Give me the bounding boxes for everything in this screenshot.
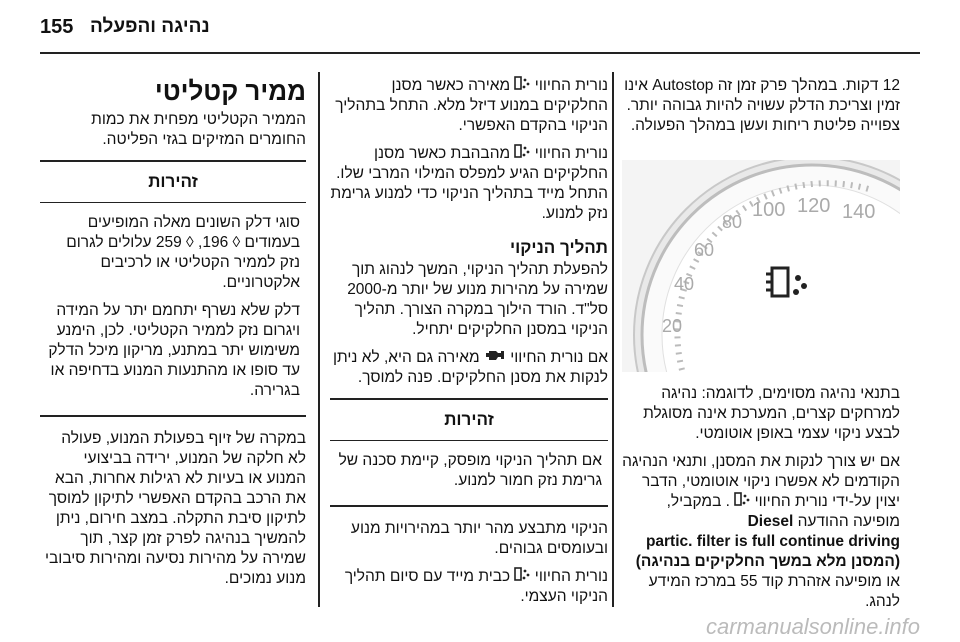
paragraph: הניקוי מתבצע מהר יותר במהירויות מנוע ובעומסים גבוהים. — [350, 520, 608, 558]
column-divider — [612, 72, 614, 607]
diesel-filter-icon — [734, 492, 750, 512]
section-heading: ממיר קטליטי — [154, 76, 306, 106]
engine-check-icon — [484, 348, 506, 368]
header-divider — [40, 52, 920, 54]
gauge-label: 120 — [797, 195, 831, 217]
paragraph: הממיר הקטליטי מפחית את כמות החומרים המזיקים בגזי הפליטה. — [91, 111, 306, 148]
paragraph: להפעלת תהליך הניקוי, המשך לנהוג תוך שמירה על מהירות מנוע של יותר מ-2000 סל"ד. הורד הילוך במקרה הצורך. תהליך הניקוי במסנן החלקיקים יתחיל. — [347, 261, 608, 339]
paragraph: נורית החיווי מהבהבת כאשר מסנן החלקיקים הגיע למפלס המילוי המרבי שלו. התחל מייד בתהליך הניקוי כדי למנוע גרימת נזק למנוע. — [330, 145, 608, 223]
paragraph: בתנאי נהיגה מסוימים, לדוגמה: נהיגה למרחקים קצרים, המערכת אינה מסוגלת לבצע ניקוי עצמי באופן אוטומטי. — [643, 385, 900, 442]
warning-box — [330, 398, 608, 507]
page-number: 155 — [40, 16, 74, 38]
paragraph: נורית החיווי כבית מייד עם סיום תהליך הניקוי העצמי. — [344, 568, 608, 606]
paragraph: במקרה של זיוף בפעולת המנוע, פעולה לא חלקה של המנוע, ירידה בביצועי המנוע או בעיות לא רגילות אחרות, הבא את הרכב בהקדם האפשרי לתיקון למוסך לתיקון סיבת התקלה. במצב חירום, ניתן להמשיך בנהיגה לפרק זמן קצר, תוך שמירה על מהירות נסיעה ומהירות סיבובי מנוע נמוכים. — [45, 430, 306, 587]
gauge-label: 140 — [842, 201, 876, 223]
warning-title: זהירות — [330, 400, 608, 441]
warning-box — [40, 160, 306, 417]
paragraph: אם נורית החיווי מאירה גם היא, לא ניתן לנקות את מסנן החלקיקים. פנה למוסך. — [332, 349, 608, 387]
page-link[interactable]: 196 — [202, 234, 229, 251]
page-title: נהיגה והפעלה — [90, 16, 210, 37]
right-column — [622, 76, 900, 144]
gauge-label: 60 — [694, 240, 715, 260]
paragraph: 12 דקות. במהלך פרק זמן זה Autostop אינו זמין וצריכת הדלק עשויה להיות גבוהה יותר. צפוייה פליטת ריחות ועשן במהלך הפעולה. — [624, 77, 900, 134]
warning-text: אם תהליך הניקוי מופסק, קיימת סכנה של גרימת נזק חמור למנוע. — [338, 452, 602, 490]
paragraph: אם יש צורך לנקות את המסנן, ותנאי הנהיגה הקודמים לא אפשרו ניקוי אוטומטי, הדבר יצוין על-ידי נורית החיווי . במקביל, מופיעה ההודעה Diesel partic. filter is full continue driving (המסנן מלא במשך החלקיקים בנהיגה) או מופיעה אזהרת קוד 55 במרכז המידע לנהג. — [622, 453, 900, 611]
gauge-label: 20 — [662, 316, 683, 336]
middle-column — [330, 76, 608, 615]
warning-text: דלק שלא נשרף יתחמם יתר על המידה ויגרום נזק לממיר הקטליטי. לכן, הימנע משימוש יתר במתנע, מריקון מיכל הדלק עד סופו או מהתנעות המנוע בדחיפה או בגרירה. — [48, 302, 300, 399]
page-ref-arrow-icon: ◊ — [232, 234, 241, 251]
speedometer-graphic — [622, 160, 900, 372]
section-subheading: תהליך הניקוי — [509, 238, 608, 258]
page-ref-arrow-icon: ◊ — [186, 234, 194, 251]
warning-text: סוגי דלק השונים מאלה המופיעים בעמודים ◊ 196, ◊ 259 עלולים לגרום נזק לממיר הקטליטי או לרכיבים אלקטרוניים. — [66, 214, 300, 291]
left-column — [40, 76, 306, 597]
column-divider — [318, 72, 320, 607]
gauge-label: 40 — [674, 274, 695, 294]
diesel-filter-icon — [514, 144, 530, 164]
right-column-lower — [622, 384, 900, 612]
watermark: carmanualsonline.info — [705, 614, 920, 639]
gauge-label: 100 — [752, 199, 786, 221]
diesel-filter-icon — [514, 76, 530, 96]
speedometer-illustration — [622, 160, 900, 372]
warning-title: זהירות — [40, 162, 306, 203]
paragraph: נורית החיווי מאירה כאשר מסנן החלקיקים במנוע דיזל מלא. התחל בתהליך הניקוי בהקדם האפשרי. — [335, 77, 608, 135]
gauge-label: 80 — [722, 212, 743, 232]
page-link[interactable]: 259 — [155, 234, 182, 251]
diesel-filter-icon — [514, 567, 530, 587]
